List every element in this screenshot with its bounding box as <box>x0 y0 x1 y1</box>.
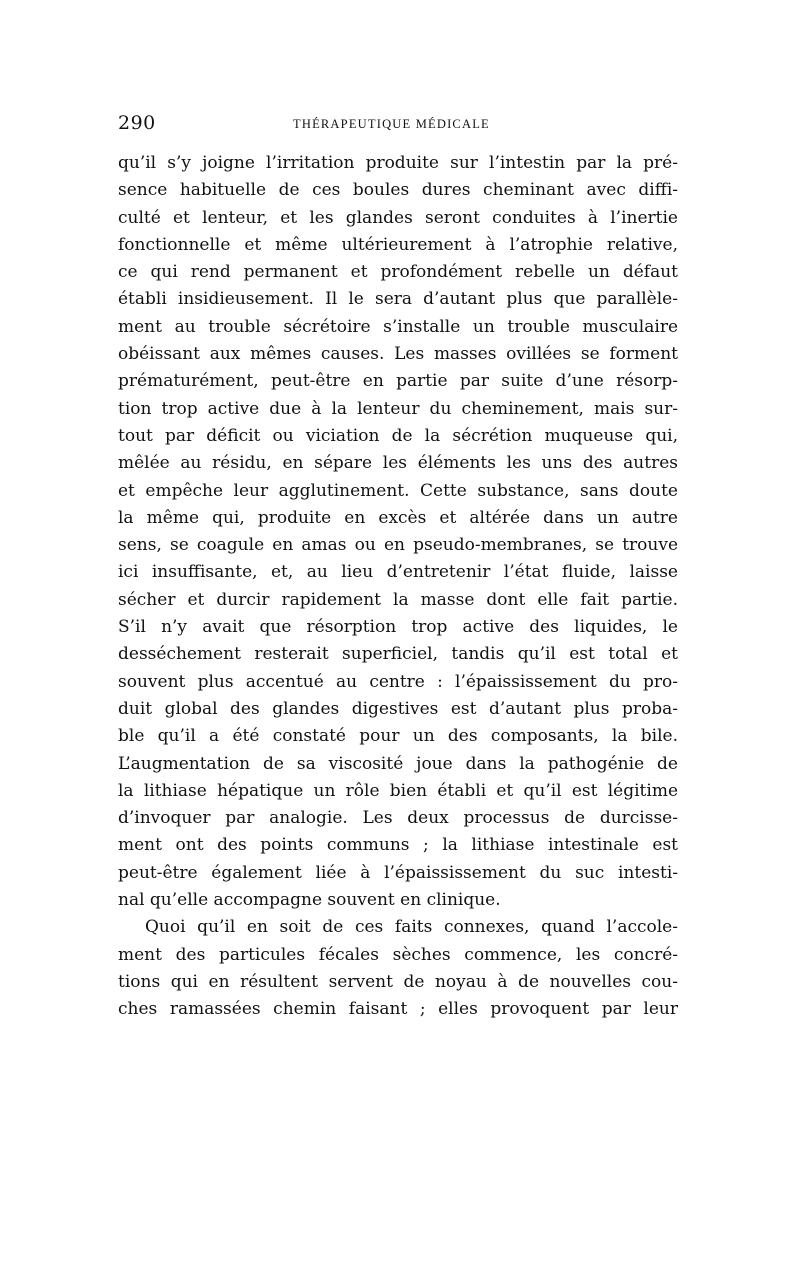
text-line: duit global des glandes digestives est d’autant plus proba- <box>118 698 678 719</box>
body-text <box>118 150 678 1024</box>
text-line: la même qui, produite en excès et altérée dans un autre <box>118 507 678 528</box>
text-line: tions qui en résultent servent de noyau à de nouvelles cou- <box>118 971 678 992</box>
text-line: prématurément, peut-être en partie par suite d’une résorp- <box>118 371 678 392</box>
text-line: d’invoquer par analogie. Les deux processus de durcisse- <box>118 808 678 829</box>
text-line: la lithiase hépatique un rôle bien établi et qu’il est légitime <box>118 780 678 801</box>
text-line: mêlée au résidu, en sépare les éléments les uns des autres <box>118 453 678 474</box>
text-line: ches ramassées chemin faisant ; elles provoquent par leur <box>118 999 678 1020</box>
text-line: ici insuffisante, et, au lieu d’entretenir l’état fluide, laisse <box>118 562 678 583</box>
text-line: culté et lenteur, et les glandes seront conduites à l’inertie <box>118 207 678 228</box>
text-line: S’il n’y avait que résorption trop active des liquides, le <box>118 617 678 638</box>
text-line: sécher et durcir rapidement la masse dont elle fait partie. <box>118 589 678 610</box>
text-line: peut-être également liée à l’épaississement du suc intesti- <box>118 862 678 883</box>
text-line: ment au trouble sécrétoire s’installe un trouble musculaire <box>118 316 678 337</box>
text-line: sens, se coagule en amas ou en pseudo-membranes, se trouve <box>118 535 678 556</box>
text-line: desséchement resterait superficiel, tandis qu’il est total et <box>118 644 678 665</box>
text-line: sence habituelle de ces boules dures cheminant avec diffi- <box>118 180 678 201</box>
text-line: L’augmentation de sa viscosité joue dans la pathogénie de <box>118 753 678 774</box>
text-line: établi insidieusement. Il le sera d’autant plus que parallèle- <box>118 289 678 310</box>
text-line: tion trop active due à la lenteur du cheminement, mais sur- <box>118 398 678 419</box>
running-title: THÉRAPEUTIQUE MÉDICALE <box>293 117 490 131</box>
text-line: ble qu’il a été constaté pour un des composants, la bile. <box>118 726 678 747</box>
text-line: ment ont des points communs ; la lithiase intestinale est <box>118 835 678 856</box>
paragraph-end-line: nal qu’elle accompagne souvent en clinique. <box>118 890 501 911</box>
text-line: qu’il s’y joigne l’irritation produite sur l’intestin par la pré- <box>118 153 678 173</box>
page-number: 290 <box>118 112 156 134</box>
text-line: ment des particules fécales sèches commence, les concré- <box>118 944 678 965</box>
running-head <box>118 112 678 140</box>
text-line: et empêche leur agglutinement. Cette substance, sans doute <box>118 480 678 501</box>
text-line: ce qui rend permanent et profondément rebelle un défaut <box>118 262 678 283</box>
text-line: obéissant aux mêmes causes. Les masses ovillées se forment <box>118 344 678 365</box>
paragraph-start-line: Quoi qu’il en soit de ces faits connexes, quand l’accole- <box>145 917 678 938</box>
text-line: souvent plus accentué au centre : l’épaississement du pro- <box>118 671 678 692</box>
text-line: tout par déficit ou viciation de la sécrétion muqueuse qui, <box>118 425 678 446</box>
text-line: fonctionnelle et même ultérieurement à l’atrophie relative, <box>118 234 678 255</box>
